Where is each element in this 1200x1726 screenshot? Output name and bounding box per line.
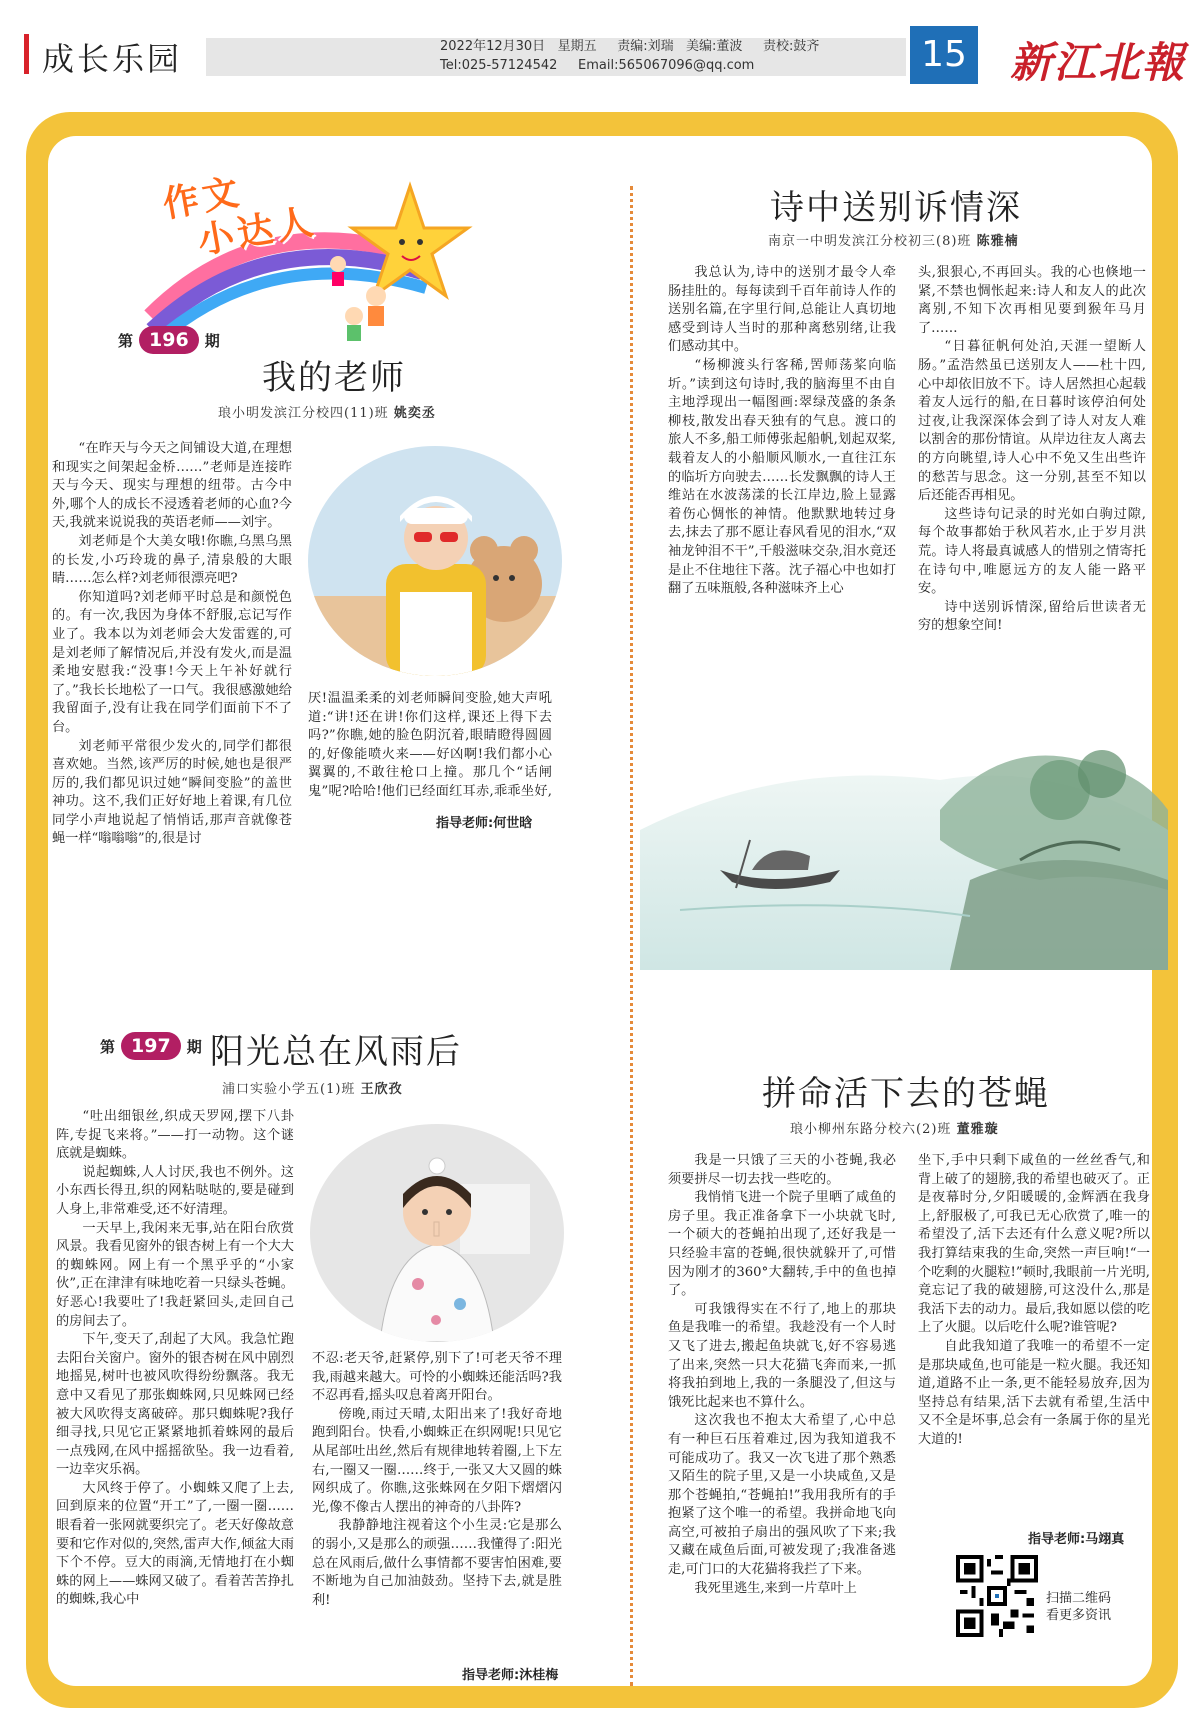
article-title: 阳光总在风雨后 <box>210 1032 462 1072</box>
section-name: 成长乐园 <box>42 40 183 78</box>
qr-code[interactable] <box>956 1555 1038 1637</box>
paragraph: “吐出细银丝,织成天罗网,摆下八卦阵,专捉飞来将。”——打一动物。这个谜底就是蜘蛛。 <box>56 1109 294 1162</box>
paragraph: 我是一只饿了三天的小苍蝇,我必须要拼尽一切去找一些吃的。 <box>668 1153 896 1187</box>
byline-school: 南京一中明发滨江分校初三(8)班 <box>768 234 972 249</box>
byline-author: 陈雅楠 <box>976 234 1019 249</box>
paragraph: “日暮征帆何处泊,天涯一望断人肠。”孟浩然虽已送别友人——杜十四,心中却依旧放不下。诗人居然担心起载着友人远行的船,在日暮时该停泊何处过夜,让我深深体会到了诗人对友人难以割舍的那份情谊。从岸边往友人离去的方向眺望,诗人心中不免又生出些许的愁苦与思念。这一分别,甚至不知以后还能否再相见。 <box>918 339 1146 504</box>
banner-title-line1: 作文 <box>159 171 246 226</box>
student-photo <box>308 446 562 676</box>
article-column <box>312 1350 562 1662</box>
paragraph: 诗中送别诉情深,留给后世读者无穷的想象空间! <box>918 599 1146 634</box>
paragraph: 你知道吗?刘老师平时总是和颜悦色的。有一次,我因为身体不舒服,忘记写作业了。我本以为刘老师会大发雷霆的,可是刘老师了解情况后,并没有发火,而是温柔地安慰我:“没事!今天上午补好就行了。”我长长地松了一口气。我很感激她给我留面子,没有让我在同学们面前下不了台。 <box>52 589 292 735</box>
boy-portrait-image <box>308 446 562 676</box>
advisor-credit: 指导老师:沐桂梅 <box>462 1668 559 1683</box>
paragraph: 厌!温温柔柔的刘老师瞬间变脸,她大声吼道:“讲!还在讲!你们这样,课还上得下去吗?”你瞧,她的脸色阴沉着,眼睛瞪得圆圆的,好像能喷火来——好凶啊!我们都小心翼翼的,不敢往枪口上撞。那几个“话闸鬼”呢?哈哈!他们已经面红耳赤,乖乖坐好, <box>308 691 552 799</box>
header-contact-line: Tel:025-57124542 Email:565067096@qq.com <box>440 58 755 73</box>
student-photo <box>310 1124 564 1342</box>
article-column <box>56 1108 294 1662</box>
header-date-line: 2022年12月30日 星期五 责编:刘瑞 美编:董波 责校:鼓齐 <box>440 39 820 54</box>
paragraph: 刘老师是个大美女哦!你瞧,乌黑乌黑的长发,小巧玲珑的鼻子,清泉般的大眼睛……怎么样?刘老师很漂亮吧? <box>52 533 292 587</box>
column-divider <box>630 186 633 1686</box>
article-title: 诗中送别诉情深 <box>770 188 1022 228</box>
advisor-credit: 指导老师:马翊真 <box>1028 1532 1125 1547</box>
paragraph: 我静静地注视着这个小生灵:它是那么的弱小,又是那么的顽强……我懂得了:阳光总在风雨后,做什么事情都不要害怕困难,要不断地为自己加油鼓劲。坚持下去,就是胜利! <box>312 1518 562 1608</box>
article-column <box>52 440 292 890</box>
qr-code-icon <box>956 1555 1038 1637</box>
paragraph: 大风终于停了。小蜘蛛又爬了上去,回到原来的位置“开工”了,一圈一圈……眼看着一张网就要织完了。老天好像故意要和它作对似的,突然,雷声大作,倾盆大雨下个不停。豆大的雨滴,无情地打在小蜘蛛的网上——蛛网又破了。看着苦苦挣扎的蜘蛛,我心中 <box>56 1480 294 1608</box>
banner-title-line2: 小达人 <box>194 201 321 263</box>
paragraph: 可我饿得实在不行了,地上的那块鱼是我唯一的希望。我趁没有一个人时又飞了进去,搬起鱼块就飞,好不容易逃了出来,突然一只大花猫飞奔而来,一抓将我拍到地上,我的一条腿没了,但这与饿死比起来也不算什么。 <box>668 1301 896 1410</box>
article-byline <box>222 1078 403 1097</box>
article-column <box>918 264 1146 670</box>
issue-prefix: 第 <box>118 331 134 350</box>
article-column <box>918 1152 1150 1524</box>
paragraph: 下午,变天了,刮起了大风。我急忙跑去阳台关窗户。窗外的银杏树在风中剧烈地摇晃,树叶也被风吹得纷纷飘落。我无意中又看见了那张蜘蛛网,只见蛛网已经被大风吹得支离破碎。那只蜘蛛呢?我仔细寻找,只见它正紧紧地抓着蛛网的最后一点残网,在风中摇摇欲坠。我一边看着,一边幸灾乐祸。 <box>56 1332 294 1478</box>
paragraph: 刘老师平常很少发火的,同学们都很喜欢她。当然,该严厉的时候,她也是很严厉的,我们都见识过她“瞬间变脸”的盖世神功。这不,我们正好好地上着课,有几位同学小声地说起了悄悄话,那声音就像苍蝇一样“嗡嗡嗡”的,很是讨 <box>52 738 292 847</box>
page-number: 15 <box>910 26 978 84</box>
paragraph: 头,狠狠心,不再回头。我的心也倏地一紧,不禁也惆怅起来:诗人和友人的此次离别,不知下次再相见要到猴年马月了…… <box>918 265 1146 336</box>
article-column <box>308 690 552 800</box>
issue-label <box>100 1032 202 1060</box>
article-byline <box>218 402 436 421</box>
section-accent-bar <box>24 34 29 74</box>
paragraph: 说起蜘蛛,人人讨厌,我也不例外。这小东西长得丑,织的网粘哒哒的,要是碰到人身上,非常难受,还不好清理。 <box>56 1164 294 1217</box>
newspaper-logo: 新江北報 <box>1010 38 1187 87</box>
byline-school: 浦口实验小学五(1)班 <box>222 1082 356 1097</box>
girl-portrait-image <box>310 1124 564 1342</box>
issue-prefix: 第 <box>100 1037 116 1056</box>
article-byline <box>790 1118 999 1137</box>
advisor-credit: 指导老师:何世晗 <box>436 816 533 831</box>
article-title: 拼命活下去的苍蝇 <box>762 1074 1050 1114</box>
article-column <box>668 1152 896 1676</box>
issue-suffix: 期 <box>186 1037 202 1056</box>
byline-school: 琅小柳州东路分校六(2)班 <box>790 1122 952 1137</box>
paragraph: 坐下,手中只剩下咸鱼的一丝丝香气,和背上破了的翅膀,我的希望也破灭了。正是夜幕时分,夕阳暖暖的,金辉洒在我身上,舒服极了,可我已无心欣赏了,唯一的希望没了,活下去还有什么意义呢?所以我打算结束我的生命,突然一声巨响!“一个吃剩的火腿粒!”顿时,我眼前一片光明,竟忘记了我的破翅膀,可这没什么,那是我活下去的动力。最后,我如愿以偿的吃上了火腿。以后吃什么呢?谁管呢? <box>918 1153 1150 1336</box>
issue-label <box>118 326 220 354</box>
paragraph: 我死里逃生,来到一片草叶上 <box>694 1580 857 1596</box>
masthead <box>0 0 1200 100</box>
byline-author: 姚奕丞 <box>393 406 436 421</box>
byline-school: 琅小明发滨江分校四(11)班 <box>218 406 389 421</box>
byline-author: 董雅璇 <box>956 1122 999 1137</box>
paragraph: 不忍:老天爷,赶紧停,别下了!可老天爷不理我,雨越来越大。可怜的小蜘蛛还能活吗?我不忍再看,摇头叹息着离开阳台。 <box>312 1351 562 1404</box>
paragraph: “在昨天与今天之间铺设大道,在理想和现实之间架起金桥……”老师是连接昨天与今天、现实与理想的纽带。古今中外,哪个人的成长不浸透着老师的心血?今天,我就来说说我的英语老师——刘宇。 <box>52 441 292 531</box>
paragraph: 我总认为,诗中的送别才最令人牵肠挂肚的。每每读到千百年前诗人作的送别名篇,在字里行间,总能让人真切地感受到诗人当时的那种离愁别绪,让我们感动其中。 <box>668 265 896 355</box>
article-byline <box>768 230 1019 249</box>
paragraph: 这次我也不抱太大希望了,心中总有一种巨石压着难过,因为我知道我不可能成功了。我又一次飞进了那个熟悉又陌生的院子里,又是一小块咸鱼,又是那个苍蝇拍,“苍蝇拍!”我用我所有的手抱紧了这个唯一的希望。我拼命地飞向高空,可被拍子扇出的强风吹了下来;我又藏在咸鱼后面,可被发现了;我准备逃走,可门口的大花猫将我拦了下来。 <box>668 1413 896 1578</box>
paragraph: 自此我知道了我唯一的希望不一定是那块咸鱼,也可能是一粒火腿。我还知道,道路不止一条,更不能轻易放弃,因为坚持总有结果,活下去就有希望,生活中又不全是坏事,总会有一条属于你的星光大道的! <box>918 1338 1150 1447</box>
qr-caption <box>1046 1590 1111 1624</box>
header-info <box>440 37 900 75</box>
issue-number-badge: 196 <box>139 326 199 354</box>
byline-author: 王欣孜 <box>360 1082 403 1097</box>
qr-caption-line2: 看更多资讯 <box>1046 1608 1112 1623</box>
boat-river-painting <box>640 720 1168 970</box>
ink-painting-illustration <box>640 720 1168 970</box>
issue-suffix: 期 <box>204 331 220 350</box>
article-title: 我的老师 <box>262 358 406 398</box>
paragraph: 我悄悄飞进一个院子里晒了咸鱼的房子里。我正准备拿下一小块就飞时,一个硕大的苍蝇拍出现了,还好我是一只经验丰富的苍蝇,很快就躲开了,可惜因为刚才的360°大翻转,手中的鱼也掉了。 <box>668 1190 896 1299</box>
paragraph: 这些诗句记录的时光如白驹过隙,每个故事都始于秋风若水,止于岁月洪荒。诗人将最真诚感人的惜别之情寄托在诗句中,唯愿远方的友人能一路平安。 <box>918 506 1146 597</box>
issue-number-badge: 197 <box>121 1032 181 1060</box>
paragraph: “杨柳渡头行客稀,罟师荡桨向临圻。”读到这句诗时,我的脑海里不由自主地浮现出一幅图画:翠绿茂盛的条条柳枝,散发出春天独有的气息。渡口的旅人不多,船工师傅张起船帆,划起双桨,载着友人的小船顺风顺水,一直往江东的临圻方向驶去……长发飘飘的诗人王维站在水波荡漾的长江岸边,脸上显露着伤心惆怅的神情。他默默地转过身去,抹去了那不愿让春风看见的泪水,“双袖龙钟泪不干”,千般滋味交杂,泪水竟还是止不住地往下落。沈子福心中也如打翻了五味瓶般,各种滋味齐上心 <box>668 357 896 597</box>
qr-caption-line1: 扫描二维码 <box>1046 1591 1112 1606</box>
article-column <box>668 264 896 670</box>
paragraph: 一天早上,我闲来无事,站在阳台欣赏风景。我看见窗外的银杏树上有一个大大的蜘蛛网。网上有一个黑乎乎的“小家伙”,正在津津有味地吃着一只绿头苍蝇。好恶心!我要吐了!我赶紧回头,走回自己的房间去了。 <box>56 1220 294 1329</box>
paragraph: 傍晚,雨过天晴,太阳出来了!我好奇地跑到阳台。快看,小蜘蛛正在织网呢!只见它从尾部吐出丝,然后有规律地转着圈,上下左右,一圈又一圈……终于,一张又大又圆的蛛网织成了。你瞧,这张蛛网在夕阳下熠熠闪光,像不像古人摆出的神奇的八卦阵? <box>312 1406 562 1515</box>
